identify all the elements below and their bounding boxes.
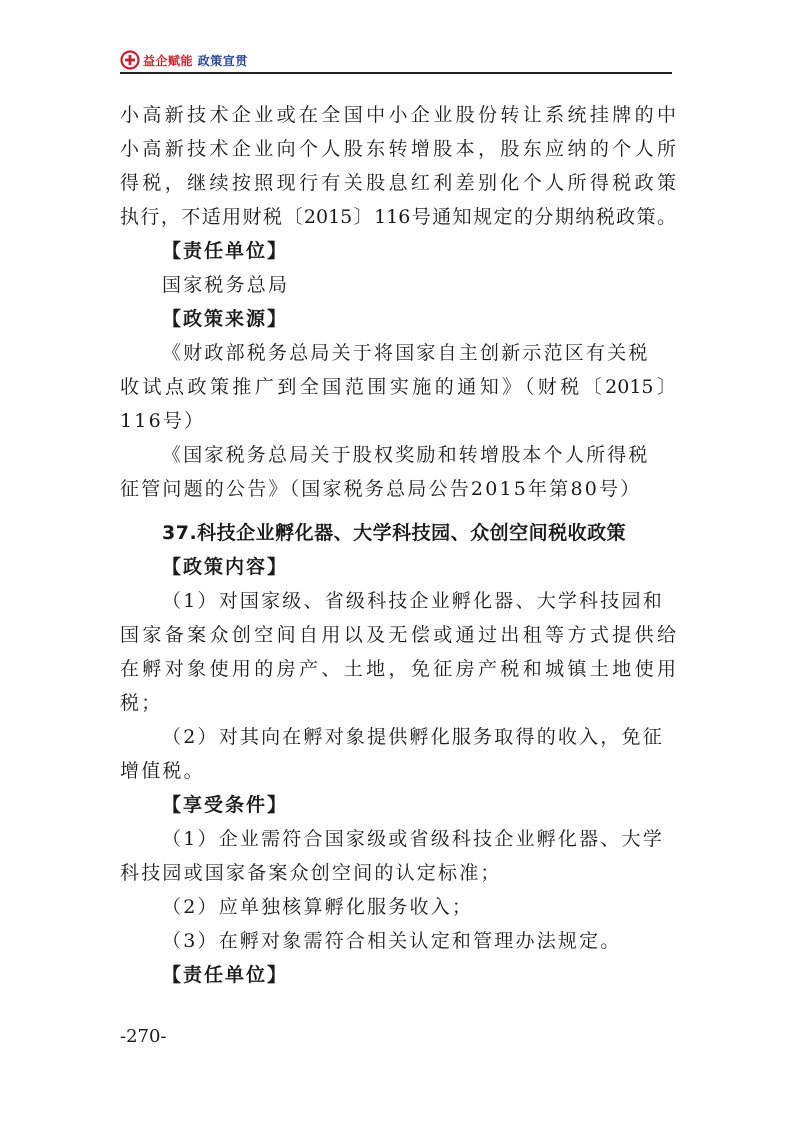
body-text-line: 116号） <box>120 410 206 432</box>
brand-text <box>143 52 248 69</box>
page-header <box>120 50 672 74</box>
brand-logo <box>120 50 248 70</box>
body-text-line: 得税，继续按照现行有关股息红利差别化个人所得税政策 <box>120 172 676 194</box>
document-body <box>120 98 676 992</box>
body-text-line: （1）对国家级、省级科技企业孵化器、大学科技园和 <box>162 590 664 612</box>
body-text-line: （2）应单独核算孵化服务收入； <box>162 896 474 918</box>
body-text-line: （2）对其向在孵对象提供孵化服务取得的收入，免征 <box>162 726 664 748</box>
body-text-line: 征管问题的公告》（国家税务总局公告2015年第80号） <box>120 478 642 500</box>
header-divider <box>120 72 672 74</box>
body-text-line: 收试点政策推广到全国范围实施的通知》（财税〔2015〕 <box>120 376 676 398</box>
section-label: 【享受条件】 <box>162 794 289 816</box>
section-label: 【政策来源】 <box>162 308 289 330</box>
body-text-line: 增值税。 <box>120 760 205 782</box>
body-text-line: （3）在孵对象需符合相关认定和管理办法规定。 <box>162 930 622 952</box>
section-label: 【政策内容】 <box>162 556 289 578</box>
body-text-line: 在孵对象使用的房产、土地，免征房产税和城镇土地使用 <box>120 658 676 680</box>
brand-emblem-icon <box>120 50 140 70</box>
body-text-line: （1）企业需符合国家级或省级科技企业孵化器、大学 <box>162 828 664 850</box>
brand-name: 益企赋能 <box>143 53 194 68</box>
body-text-line: 国家备案众创空间自用以及无偿或通过出租等方式提供给 <box>120 624 676 646</box>
body-text-line: 小高新技术企业或在全国中小企业股份转让系统挂牌的中 <box>120 104 676 126</box>
body-text-line: 执行，不适用财税〔2015〕116号通知规定的分期纳税政策。 <box>120 206 676 228</box>
section-label: 【责任单位】 <box>162 240 289 262</box>
body-text-line: 《国家税务总局关于股权奖励和转增股本个人所得税 <box>162 444 650 466</box>
brand-slogan: 政策宣贯 <box>197 53 248 68</box>
body-text-line: 税； <box>120 692 163 714</box>
policy-heading: 37.科技企业孵化器、大学科技园、众创空间税收政策 <box>162 522 627 544</box>
body-text-line: 科技园或国家备案众创空间的认定标准； <box>120 862 502 884</box>
section-label: 【责任单位】 <box>162 964 289 986</box>
body-text-line: 小高新技术企业向个人股东转增股本，股东应纳的个人所 <box>120 138 676 160</box>
body-text-line: 国家税务总局 <box>162 274 290 296</box>
page-number: -270- <box>120 1026 167 1047</box>
body-text-line: 《财政部税务总局关于将国家自主创新示范区有关税 <box>162 342 650 364</box>
